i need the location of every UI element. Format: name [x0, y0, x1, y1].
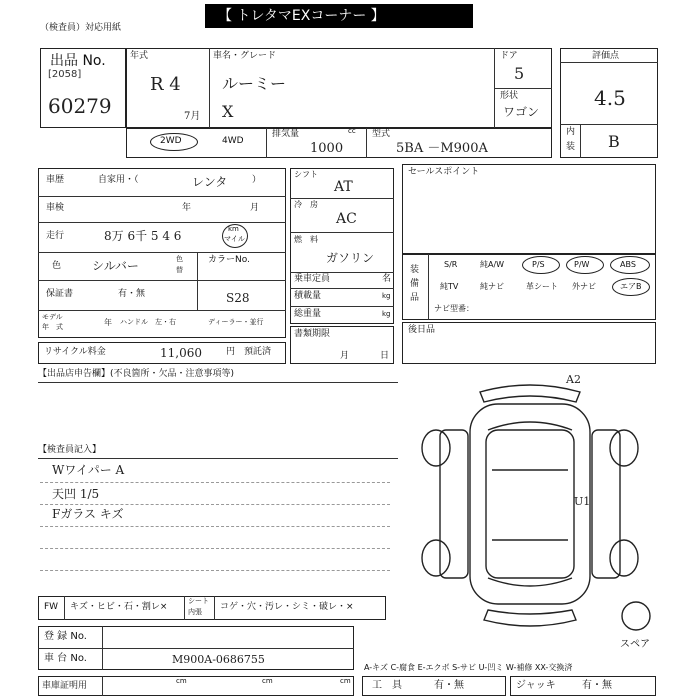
- inspector-label: 【検査員記入】: [38, 445, 102, 455]
- capacity-unit: 名: [382, 274, 392, 284]
- warranty-label: 保証書: [46, 289, 74, 299]
- seat-label-2: 内張: [188, 608, 202, 616]
- docs-day: 日: [380, 351, 390, 361]
- car-name: ルーミー: [222, 74, 287, 93]
- year-era: R 4: [150, 74, 181, 95]
- doors-value: 5: [514, 64, 525, 83]
- lot-number: 60279: [48, 94, 112, 118]
- equip-leather: 革シート: [526, 282, 558, 291]
- sales-box: [402, 164, 656, 254]
- chassis-label: 車 台 No.: [44, 653, 87, 664]
- extras-label: 後日品: [408, 325, 436, 335]
- tools-label: 工 具: [372, 680, 402, 691]
- equipment-label-1: 装: [410, 265, 420, 275]
- interior-value: B: [608, 132, 620, 151]
- history-label: 車歴: [46, 175, 65, 185]
- mileage-unit-mile: マイル: [224, 235, 245, 243]
- spec-table: [38, 168, 286, 338]
- warranty-options: 有・無: [118, 289, 146, 299]
- mileage-value: 8万 6千 5 4 6: [104, 229, 182, 243]
- model-value: 5BA －M900A: [396, 141, 488, 156]
- equip-airbag: エアB: [620, 282, 642, 291]
- extras-box: [402, 322, 656, 364]
- load-label: 積載量: [294, 291, 322, 301]
- weight-unit: kg: [382, 310, 391, 318]
- color-no-label: カラーNo.: [208, 255, 250, 265]
- score-label: 評価点: [592, 51, 620, 61]
- equip-sr: S/R: [444, 260, 458, 269]
- model-label: 型式: [372, 129, 391, 139]
- drive-4wd: 4WD: [222, 136, 244, 146]
- garage-cm-1: cm: [176, 677, 187, 685]
- garage-cm-2: cm: [262, 677, 273, 685]
- docs-month: 月: [340, 351, 350, 361]
- report-label: 【出品店申告欄】(不良箇所・欠品・注意事項等): [38, 369, 235, 379]
- inspection-year: 年: [182, 203, 192, 213]
- equip-abs: ABS: [620, 260, 636, 269]
- equip-aw: 純A/W: [480, 260, 505, 269]
- recycle-note: 預託済: [244, 347, 272, 357]
- interior-label-2: 装: [566, 142, 576, 152]
- ac-value: AC: [336, 211, 357, 227]
- model-year-label-1: モデル: [42, 313, 63, 321]
- inspection-label: 車検: [46, 203, 65, 213]
- spare-label: スペア: [620, 639, 650, 650]
- displacement-label: 排気量: [272, 129, 300, 139]
- equip-pw: P/W: [574, 260, 590, 269]
- seat-text: コゲ・穴・汚レ・シミ・破レ・×: [220, 602, 354, 612]
- model-year-dealer: ディーラー・並行: [208, 318, 264, 326]
- displacement-unit: cc: [348, 127, 356, 135]
- shift-label: シフト: [294, 170, 318, 179]
- mileage-unit-km: km: [228, 225, 239, 233]
- lot-stamp: [2058]: [48, 69, 82, 80]
- equip-navi: 純ナビ: [480, 282, 504, 291]
- shape-label: 形状: [500, 91, 519, 101]
- legend-text: A-キズ C-腐食 E-エクボ S-サビ U-凹ミ W-補修 XX-交換済: [364, 663, 573, 672]
- model-year-handle: ハンドル 左・右: [120, 318, 176, 326]
- seat-label-1: シート: [188, 597, 209, 605]
- fw-text: キズ・ヒビ・石・割レ×: [70, 602, 168, 612]
- fuel-value: ガソリン: [326, 251, 375, 265]
- mileage-label: 走行: [46, 231, 65, 241]
- equipment-label-2: 備: [410, 279, 420, 289]
- load-unit: kg: [382, 292, 391, 300]
- top-note: （検査員）対応用紙: [40, 23, 122, 33]
- lot-label: 出品 No.: [50, 53, 106, 69]
- history-private: 自家用・（: [98, 175, 139, 185]
- model-year-year: 年: [104, 318, 112, 327]
- diagram-mark-u1: U1: [574, 495, 591, 508]
- inspector-note-2: 天凹 1/5: [52, 487, 100, 501]
- score-value: 4.5: [594, 86, 626, 110]
- car-diagram: [400, 370, 670, 660]
- tools-options: 有・無: [434, 680, 464, 691]
- equip-ps: P/S: [532, 260, 545, 269]
- color-change-1: 色: [176, 255, 183, 263]
- reg-label: 登 録 No.: [44, 631, 87, 642]
- docs-label: 書類期限: [294, 329, 331, 339]
- recycle-value: 11,060: [160, 346, 202, 360]
- inspection-month: 月: [250, 203, 260, 213]
- displacement-value: 1000: [310, 141, 344, 156]
- fuel-label: 燃 料: [294, 235, 318, 244]
- doors-label: ドア: [500, 51, 518, 61]
- color-value: シルバー: [92, 259, 139, 273]
- interior-label-1: 内: [566, 127, 576, 137]
- shape-value: ワゴン: [503, 105, 540, 119]
- weight-label: 総重量: [294, 309, 322, 319]
- model-year-label-2: 年 式: [42, 323, 63, 331]
- diagram-mark-a2: A2: [566, 373, 581, 386]
- recycle-label: リサイクル料金: [44, 347, 106, 357]
- year-month: 7月: [184, 111, 201, 122]
- nav-model-label: ナビ型番：: [434, 304, 474, 313]
- inspector-note-3: Fガラス キズ: [52, 507, 124, 521]
- ac-label: 冷 房: [294, 200, 318, 209]
- garage-cm-3: cm: [340, 677, 351, 685]
- header-title: 【 トレタマEXコーナー 】: [218, 8, 385, 24]
- inspector-note-1: Wワイパー A: [52, 463, 125, 477]
- capacity-label: 乗車定員: [294, 274, 331, 284]
- drive-2wd: 2WD: [160, 136, 182, 146]
- car-grade: X: [222, 102, 234, 121]
- sales-label: セールスポイント: [408, 167, 480, 177]
- garage-label: 車庫証明用: [42, 681, 88, 691]
- history-value: レンタ: [192, 175, 228, 189]
- year-label: 年式: [130, 51, 149, 61]
- shift-value: AT: [334, 179, 353, 195]
- color-no-value: S28: [226, 291, 250, 305]
- jack-options: 有・無: [582, 680, 612, 691]
- equipment-label-3: 品: [410, 293, 420, 303]
- chassis-value: M900A-0686755: [172, 653, 265, 666]
- equip-tv: 純TV: [440, 282, 459, 291]
- fw-label: FW: [44, 602, 59, 612]
- history-close: ）: [252, 175, 262, 185]
- recycle-unit: 円: [226, 347, 236, 357]
- equip-ext-navi: 外ナビ: [572, 282, 596, 291]
- car-label: 車名・グレード: [213, 51, 277, 61]
- color-change-2: 替: [176, 266, 183, 274]
- jack-label: ジャッキ: [516, 680, 556, 691]
- color-label: 色: [52, 261, 62, 271]
